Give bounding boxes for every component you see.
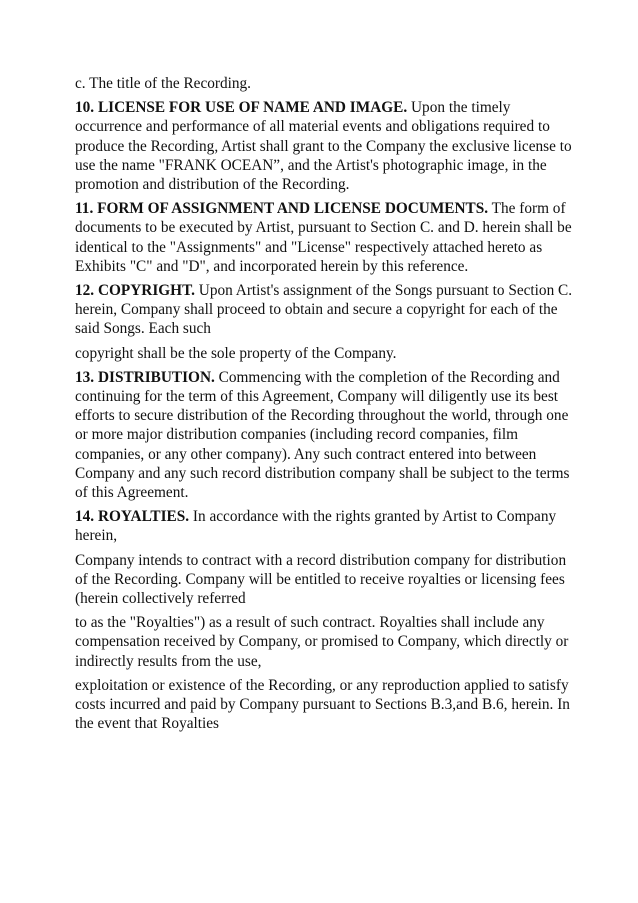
paragraph-copyright-continued [75, 344, 575, 363]
section-14-royalties [75, 507, 575, 545]
section-10-license-name-image [75, 98, 575, 194]
paragraph-title-of-recording [75, 74, 575, 93]
paragraph-royalties-continued-3 [75, 676, 575, 734]
section-heading: 12. COPYRIGHT. [75, 282, 195, 300]
paragraph-royalties-continued-2 [75, 613, 575, 671]
paragraph-text: The form of documents to be executed by Artist, pursuant to Section C. and D. herein shall be identical to the "Assignments" and "License" respectively attached hereto as Exhibits "C" and "D", and incorporated herein by this reference. [75, 200, 572, 275]
paragraph-text: copyright shall be the sole property of the Company. [75, 344, 397, 362]
section-13-distribution [75, 368, 575, 502]
paragraph-text: Upon the timely occurrence and performance of all material events and obligations required to produce the Recording, Artist shall grant to the Company the exclusive license to use the name "FRANK OCEAN”, and the Artist's photographic image, in the promotion and distribution of the Recording. [75, 99, 572, 194]
paragraph-text: In accordance with the rights granted by Artist to Company herein, [75, 508, 557, 545]
document-body [75, 74, 575, 739]
section-heading: 14. ROYALTIES. [75, 508, 190, 526]
paragraph-text: exploitation or existence of the Recording, or any reproduction applied to satisfy costs incurred and paid by Company pursuant to Sections B.3,and B.6, herein. In the event that Royalties [75, 676, 570, 733]
paragraph-text: c. The title of the Recording. [75, 75, 252, 92]
paragraph-text: to as the "Royalties") as a result of such contract. Royalties shall include any compensation received by Company, or promised to Company, which directly or indirectly results from the use, [75, 614, 569, 670]
paragraph-text: Commencing with the completion of the Recording and continuing for the term of this Agreement, Company will diligently use its best efforts to secure distribution of the Recording throughout the world, through one or more major distribution companies (including record companies, film companies, or any other company). Any such contract entered into between Company and any such record distribution company shall be subject to the terms of this Agreement. [75, 368, 570, 502]
section-heading: 10. LICENSE FOR USE OF NAME AND IMAGE. [75, 99, 408, 117]
section-heading: 13. DISTRIBUTION. [75, 368, 215, 386]
paragraph-text: Upon Artist's assignment of the Songs pursuant to Section C. herein, Company shall proceed to obtain and secure a copyright for each of the said Songs. Each such [75, 282, 573, 338]
section-11-form-of-assignment [75, 199, 575, 276]
section-12-copyright [75, 281, 575, 339]
paragraph-text: Company intends to contract with a record distribution company for distribution of the Recording. Company will be entitled to receive royalties or licensing fees (herein collectively referred [75, 551, 567, 608]
section-heading: 11. FORM OF ASSIGNMENT AND LICENSE DOCUMENTS. [75, 200, 489, 218]
paragraph-royalties-continued-1 [75, 551, 575, 609]
